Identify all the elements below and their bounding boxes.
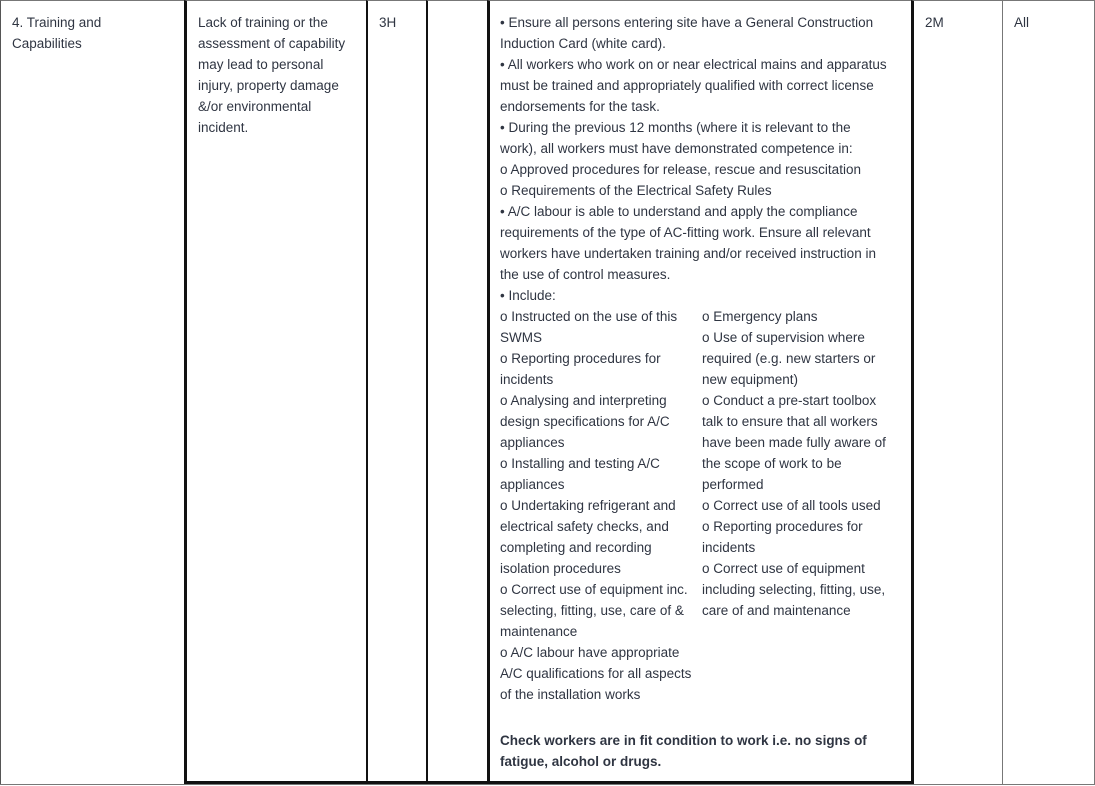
text-line: &/or environmental [198, 99, 312, 114]
text-line: • All workers who work on or near electrical mains and apparatus [500, 57, 887, 72]
text-line: must be trained and appropriately qualified with correct license [500, 78, 874, 93]
text-line: requirements of the type of AC-fitting work. Ensure all relevant [500, 225, 871, 240]
residual-rating-cell [911, 0, 1003, 784]
text-line: care of and maintenance [702, 603, 851, 618]
text-line: o Correct use of equipment [702, 561, 865, 576]
text-line: Induction Card (white card). [500, 36, 666, 51]
text-line: • A/C labour is able to understand and apply the compliance [500, 204, 858, 219]
text-line: incidents [702, 540, 756, 555]
hazard-cell [0, 0, 184, 784]
text-line: including selecting, fitting, use, [702, 582, 886, 597]
text-line: required (e.g. new starters or [702, 351, 876, 366]
text-line: o Correct use of equipment inc. [500, 582, 688, 597]
blank-cell [426, 0, 488, 784]
text-line: work), all workers must have demonstrated competence in: [500, 141, 853, 156]
text-line: o Emergency plans [702, 309, 818, 324]
text-line: o Instructed on the use of this [500, 309, 678, 324]
initial-rating-cell [366, 0, 427, 784]
risk-cell [184, 0, 367, 784]
text-line: incidents [500, 372, 554, 387]
text-line: new equipment) [702, 372, 799, 387]
text-line: • During the previous 12 months (where it is relevant to the [500, 120, 851, 135]
text-line: endorsements for the task. [500, 99, 660, 114]
text-line: Capabilities [12, 36, 82, 51]
text-line: the use of control measures. [500, 267, 671, 282]
text-line: o Requirements of the Electrical Safety Rules [500, 183, 772, 198]
bottom-border [0, 784, 1095, 785]
text-line: o A/C labour have appropriate [500, 645, 680, 660]
text-line: workers have undertaken training and/or received instruction in [500, 246, 876, 261]
text-line: o Correct use of all tools used [702, 498, 881, 513]
text-line: o Installing and testing A/C [500, 456, 660, 471]
text-line: assessment of capability [198, 36, 346, 51]
text-line: maintenance [500, 624, 578, 639]
text-line: electrical safety checks, and [500, 519, 669, 534]
text-line: 4. Training and [12, 15, 102, 30]
text-line: selecting, fitting, use, care of & [500, 603, 684, 618]
text-line: performed [702, 477, 764, 492]
text-line: appliances [500, 477, 565, 492]
text-line: • Ensure all persons entering site have a General Construction [500, 15, 874, 30]
hazard-text [12, 12, 174, 54]
text-line: o Analysing and interpreting [500, 393, 667, 408]
text-line: talk to ensure that all workers [702, 414, 878, 429]
include-list-left [500, 306, 699, 705]
text-line: o Use of supervision where [702, 330, 865, 345]
fitness-note [500, 730, 902, 772]
text-line: may lead to personal [198, 57, 324, 72]
text-line: Check workers are in fit condition to work i.e. no signs of [500, 733, 867, 748]
text-line: completing and recording [500, 540, 652, 555]
text-line: SWMS [500, 330, 542, 345]
text-line: design specifications for A/C [500, 414, 670, 429]
control-measures-cell [487, 0, 912, 784]
text-line: fatigue, alcohol or drugs. [500, 754, 662, 769]
initial-rating: 3H [379, 15, 397, 30]
residual-rating: 2M [925, 15, 944, 30]
control-measures-text [500, 12, 902, 306]
include-list-right [702, 306, 902, 705]
text-line: isolation procedures [500, 561, 621, 576]
text-line: A/C qualifications for all aspects [500, 666, 692, 681]
text-line: o Approved procedures for release, rescue and resuscitation [500, 162, 861, 177]
text-line: injury, property damage [198, 78, 339, 93]
text-line: o Undertaking refrigerant and [500, 498, 676, 513]
text-line: of the installation works [500, 687, 641, 702]
text-line: appliances [500, 435, 565, 450]
text-line: o Conduct a pre-start toolbox [702, 393, 877, 408]
text-line: o Reporting procedures for [702, 519, 863, 534]
risk-text [198, 12, 357, 138]
note-spacer [500, 705, 902, 730]
text-line: the scope of work to be [702, 456, 842, 471]
text-line: have been made fully aware of [702, 435, 886, 450]
text-line: incident. [198, 120, 249, 135]
text-line: Lack of training or the [198, 15, 328, 30]
include-list [500, 306, 902, 705]
responsible-cell [1002, 0, 1095, 784]
text-line: o Reporting procedures for [500, 351, 661, 366]
text-line: • Include: [500, 288, 556, 303]
responsible-person: All [1014, 15, 1030, 30]
